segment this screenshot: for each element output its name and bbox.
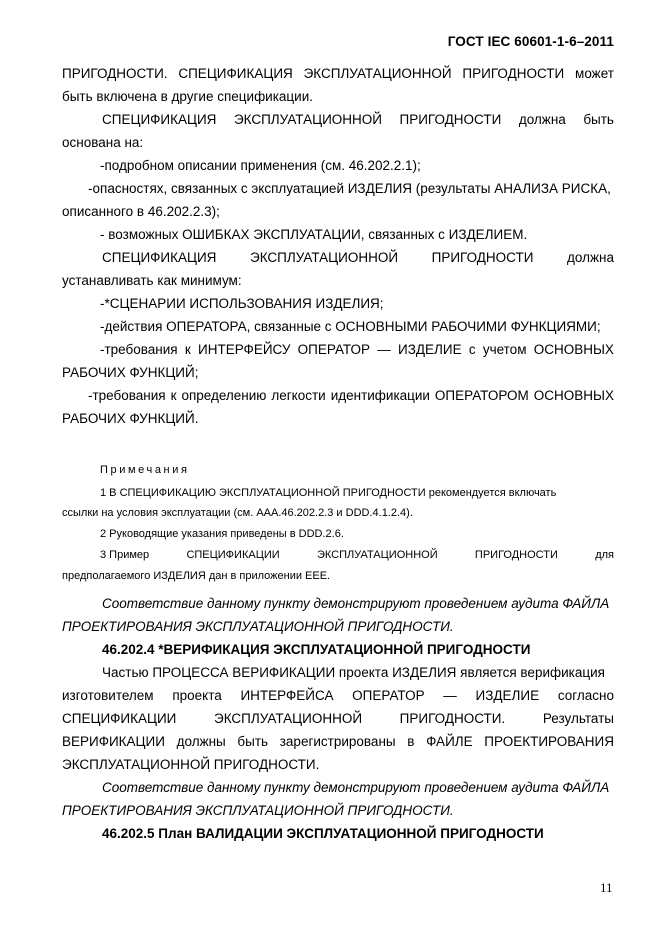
section-46-202-5-heading: 46.202.5 План ВАЛИДАЦИИ ЭКСПЛУАТАЦИОННОЙ ПРИГОДНОСТИ	[102, 826, 544, 841]
word: ЭКСПЛУАТАЦИОННОЙ	[303, 66, 452, 81]
word: ФАЙЛЕ	[426, 734, 473, 749]
word: к	[184, 342, 191, 357]
list2-item3-line1	[100, 343, 614, 357]
word: должна	[567, 250, 614, 265]
word: ОПЕРАТОР	[352, 688, 425, 703]
p1-line1	[62, 67, 614, 81]
word: для	[595, 549, 614, 561]
word: ИЗДЕЛИЕ	[475, 688, 540, 703]
compliance2-line2: ПРОЕКТИРОВАНИЯ ЭКСПЛУАТАЦИОННОЙ ПРИГОДНОСТИ.	[62, 803, 454, 818]
standard-header: ГОСТ IEC 60601-1-6–2011	[447, 34, 614, 49]
list1-item3: - возможных ОШИБКАХ ЭКСПЛУАТАЦИИ, связанных с ИЗДЕЛИЕМ.	[100, 227, 528, 242]
note2: 2 Руководящие указания приведены в DDD.2.6.	[100, 528, 344, 540]
word: ОСНОВНЫХ	[533, 388, 614, 403]
word: 3 Пример	[100, 549, 150, 561]
word: ПРИГОДНОСТИ	[399, 112, 502, 127]
word: ПРИГОДНОСТИ.	[399, 711, 506, 726]
word: должна	[518, 112, 566, 127]
word: СПЕЦИФИКАЦИЯ	[178, 66, 293, 81]
word: с	[468, 342, 476, 357]
p3-line1	[102, 251, 614, 265]
list2-item4-line1	[88, 389, 614, 403]
word: —	[443, 688, 457, 703]
note1-line1: 1 В СПЕЦИФИКАЦИЮ ЭКСПЛУАТАЦИОННОЙ ПРИГОДНОСТИ рекомендуется включать	[100, 487, 557, 499]
word: СПЕЦИФИКАЦИИ	[62, 711, 177, 726]
word: ПРИГОДНОСТИ	[474, 549, 558, 561]
word: быть	[583, 112, 614, 127]
list1-item2-line2: описанного в 46.202.2.3);	[62, 204, 220, 219]
compliance2-line1: Соответствие данному пункту демонстрируют проведением аудита ФАЙЛА	[102, 780, 610, 795]
list2-item3-line2: РАБОЧИХ ФУНКЦИЙ;	[62, 365, 199, 380]
list2-item1: -*СЦЕНАРИИ ИСПОЛЬЗОВАНИЯ ИЗДЕЛИЯ;	[100, 296, 384, 311]
word: проекта	[172, 688, 222, 703]
word: легкости	[271, 388, 326, 403]
p1-line2: быть включена в другие спецификации.	[62, 89, 313, 104]
section-46-202-4-line5: ЭКСПЛУАТАЦИОННОЙ ПРИГОДНОСТИ.	[62, 757, 320, 772]
word: быть	[237, 734, 269, 749]
word: согласно	[557, 688, 614, 703]
word: СПЕЦИФИКАЦИЯ	[102, 250, 217, 265]
section-46-202-4-line3	[62, 712, 614, 726]
word: СПЕЦИФИКАЦИИ	[186, 549, 280, 561]
word: учетом	[482, 342, 527, 357]
section-46-202-4-line1: Частью ПРОЦЕССА ВЕРИФИКАЦИИ проекта ИЗДЕЛИЯ является верификация	[102, 665, 605, 680]
note1-line2: ссылки на условия эксплуатации (см. ААА.46.202.2.3 и DDD.4.1.2.4).	[62, 507, 413, 519]
list2-item4-line2: РАБОЧИХ ФУНКЦИЙ.	[62, 411, 199, 426]
word: ВЕРИФИКАЦИИ	[62, 734, 165, 749]
list2-item2: -действия ОПЕРАТОРА, связанные с ОСНОВНЫМИ РАБОЧИМИ ФУНКЦИЯМИ;	[100, 319, 601, 334]
page-number: 11	[600, 880, 613, 895]
word: СПЕЦИФИКАЦИЯ	[102, 112, 217, 127]
note3-line1	[100, 550, 614, 561]
word: ИЗДЕЛИЕ	[398, 342, 462, 357]
p3-line2: устанавливать как минимум:	[62, 273, 242, 288]
word: ЭКСПЛУАТАЦИОННОЙ	[316, 549, 438, 561]
word: ПРИГОДНОСТИ	[431, 250, 534, 265]
word: ПРИГОДНОСТИ.	[62, 66, 168, 81]
word: изготовителем	[62, 688, 154, 703]
note3-line2: предполагаемого ИЗДЕЛИЯ дан в приложении ЕЕЕ.	[62, 570, 331, 582]
p2-line1	[102, 113, 614, 127]
word: ОСНОВНЫХ	[533, 342, 614, 357]
word: ОПЕРАТОР	[297, 342, 371, 357]
word: должны	[176, 734, 226, 749]
word: ИНТЕРФЕЙСА	[240, 688, 334, 703]
section-46-202-4-line2	[62, 689, 614, 703]
word: идентификации	[330, 388, 430, 403]
list1-item2-line1: -опасностях, связанных с эксплуатацией ИЗДЕЛИЯ (результаты АНАЛИЗА РИСКА,	[88, 181, 611, 196]
word: может	[575, 66, 614, 81]
word: -требования	[100, 342, 178, 357]
word: ЭКСПЛУАТАЦИОННОЙ	[214, 711, 363, 726]
word: к	[170, 388, 177, 403]
notes-title: Примечания	[100, 464, 190, 476]
word: ПРИГОДНОСТИ	[462, 66, 565, 81]
word: ПРОЕКТИРОВАНИЯ	[484, 734, 614, 749]
compliance1-line2: ПРОЕКТИРОВАНИЯ ЭКСПЛУАТАЦИОННОЙ ПРИГОДНОСТИ.	[62, 619, 454, 634]
word: —	[377, 342, 391, 357]
word: зарегистрированы	[279, 734, 396, 749]
list1-item1: -подробном описании применения (см. 46.202.2.1);	[100, 158, 421, 173]
word: ЭКСПЛУАТАЦИОННОЙ	[233, 112, 382, 127]
word: ОПЕРАТОРОМ	[434, 388, 529, 403]
word: ЭКСПЛУАТАЦИОННОЙ	[250, 250, 399, 265]
word: -требования	[88, 388, 166, 403]
word: ИНТЕРФЕЙСУ	[198, 342, 291, 357]
p2-line2: основана на:	[62, 135, 144, 150]
word: определению	[181, 388, 267, 403]
compliance1-line1: Соответствие данному пункту демонстрируют проведением аудита ФАЙЛА	[102, 596, 610, 611]
word: Результаты	[542, 711, 614, 726]
section-46-202-4-line4	[62, 735, 614, 749]
word: в	[407, 734, 415, 749]
section-46-202-4-heading: 46.202.4 *ВЕРИФИКАЦИЯ ЭКСПЛУАТАЦИОННОЙ ПРИГОДНОСТИ	[102, 642, 531, 657]
